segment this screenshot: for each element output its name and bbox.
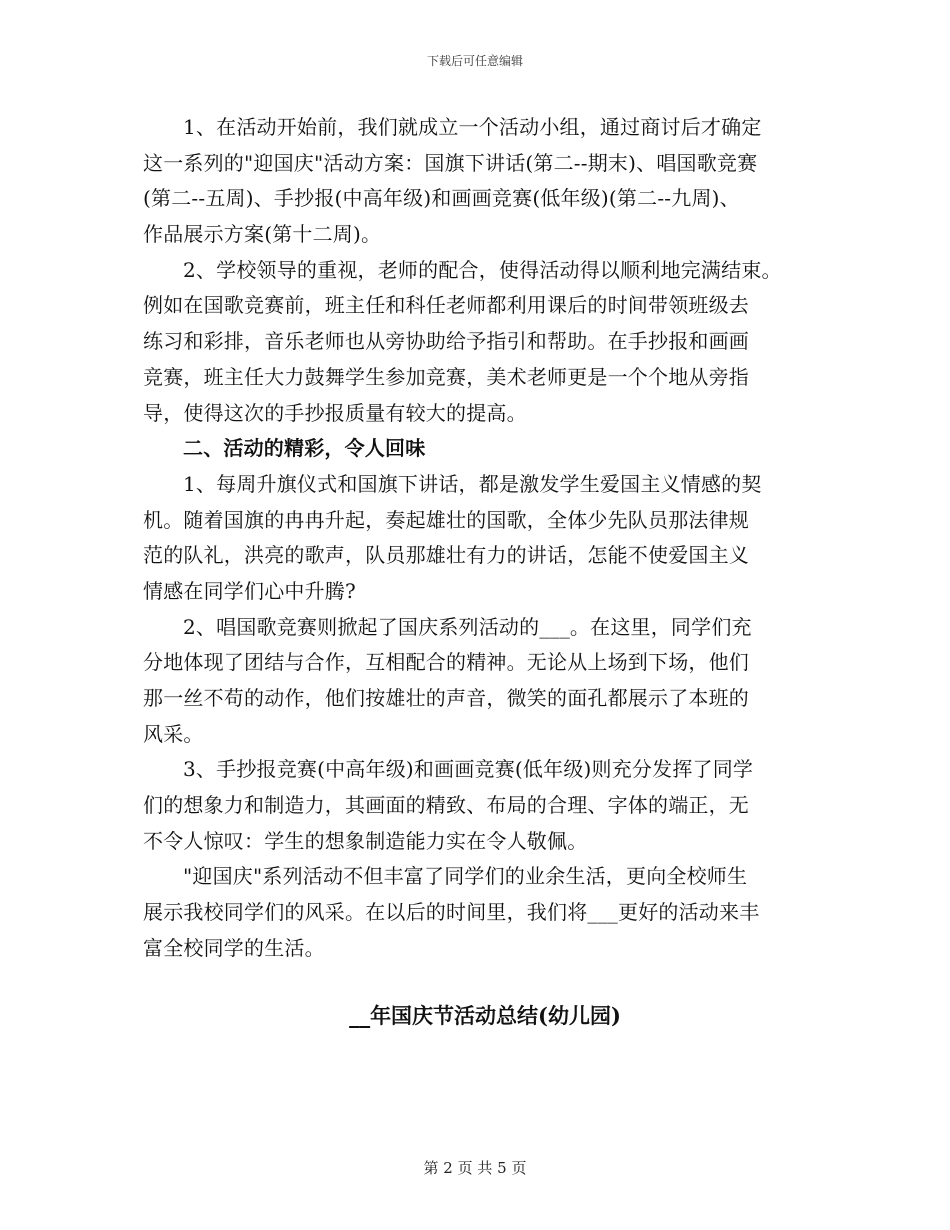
- text-line: (第二--五周)、手抄报(中高年级)和画画竞赛(低年级)(第二--九周)、: [143, 186, 740, 211]
- text-line: 2、学校领导的重视，老师的配合，使得活动得以顺利地完满结束。: [183, 257, 782, 282]
- text-line: 1、每周升旗仪式和国旗下讲话，都是激发学生爱国主义情感的契: [183, 471, 762, 496]
- text-line: 情感在同学们心中升腾?: [143, 578, 356, 603]
- text-line: 风采。: [143, 721, 204, 746]
- text-line: 范的队礼，洪亮的歌声，队员那雄壮有力的讲话，怎能不使爱国主义: [143, 543, 749, 568]
- section-title: __年国庆节活动总结(幼儿园): [349, 1003, 621, 1028]
- text-line: 3、手抄报竞赛(中高年级)和画画竞赛(低年级)则充分发挥了同学: [183, 757, 754, 782]
- text-line: 机。随着国旗的冉冉升起，奏起雄壮的国歌，全体少先队员那法律规: [143, 507, 749, 532]
- text-line: 展示我校同学们的风采。在以后的时间里，我们将___更好的活动来丰: [143, 900, 760, 925]
- text-line: 那一丝不苟的动作，他们按雄壮的声音，微笑的面孔都展示了本班的: [143, 686, 749, 710]
- text-line: 例如在国歌竞赛前，班主任和科任老师都利用课后的时间带领班级去: [143, 293, 749, 318]
- page-footer: 第 2 页 共 5 页: [423, 1159, 527, 1177]
- document-body: [143, 110, 833, 967]
- text-line: 这一系列的"迎国庆"活动方案：国旗下讲话(第二--期末)、唱国歌竞赛: [143, 150, 758, 175]
- text-line: 不令人惊叹：学生的想象制造能力实在令人敬佩。: [143, 828, 588, 853]
- text-line: 们的想象力和制造力，其画面的精致、布局的合理、字体的端正，无: [143, 793, 749, 818]
- text-line: 练习和彩排，音乐老师也从旁协助给予指引和帮助。在手抄报和画画: [143, 329, 749, 354]
- text-line: 导，使得这次的手抄报质量有较大的提高。: [143, 400, 527, 425]
- section-heading: 二、活动的精彩，令人回味: [183, 436, 426, 461]
- text-line: 富全校同学的生活。: [143, 935, 325, 960]
- page-header: 下载后可任意编辑: [426, 54, 523, 68]
- text-line: 1、在活动开始前，我们就成立一个活动小组，通过商讨后才确定: [183, 115, 762, 139]
- text-line: 分地体现了团结与合作，互相配合的精神。无论从上场到下场，他们: [143, 650, 749, 675]
- text-line: 2、唱国歌竞赛则掀起了国庆系列活动的___。在这里，同学们充: [183, 614, 752, 639]
- text-line: "迎国庆"系列活动不但丰富了同学们的业余生活，更向全校师生: [183, 864, 748, 889]
- text-line: 作品展示方案(第十二周)。: [143, 222, 382, 247]
- text-line: 竞赛，班主任大力鼓舞学生参加竞赛，美术老师更是一个个地从旁指: [143, 364, 749, 389]
